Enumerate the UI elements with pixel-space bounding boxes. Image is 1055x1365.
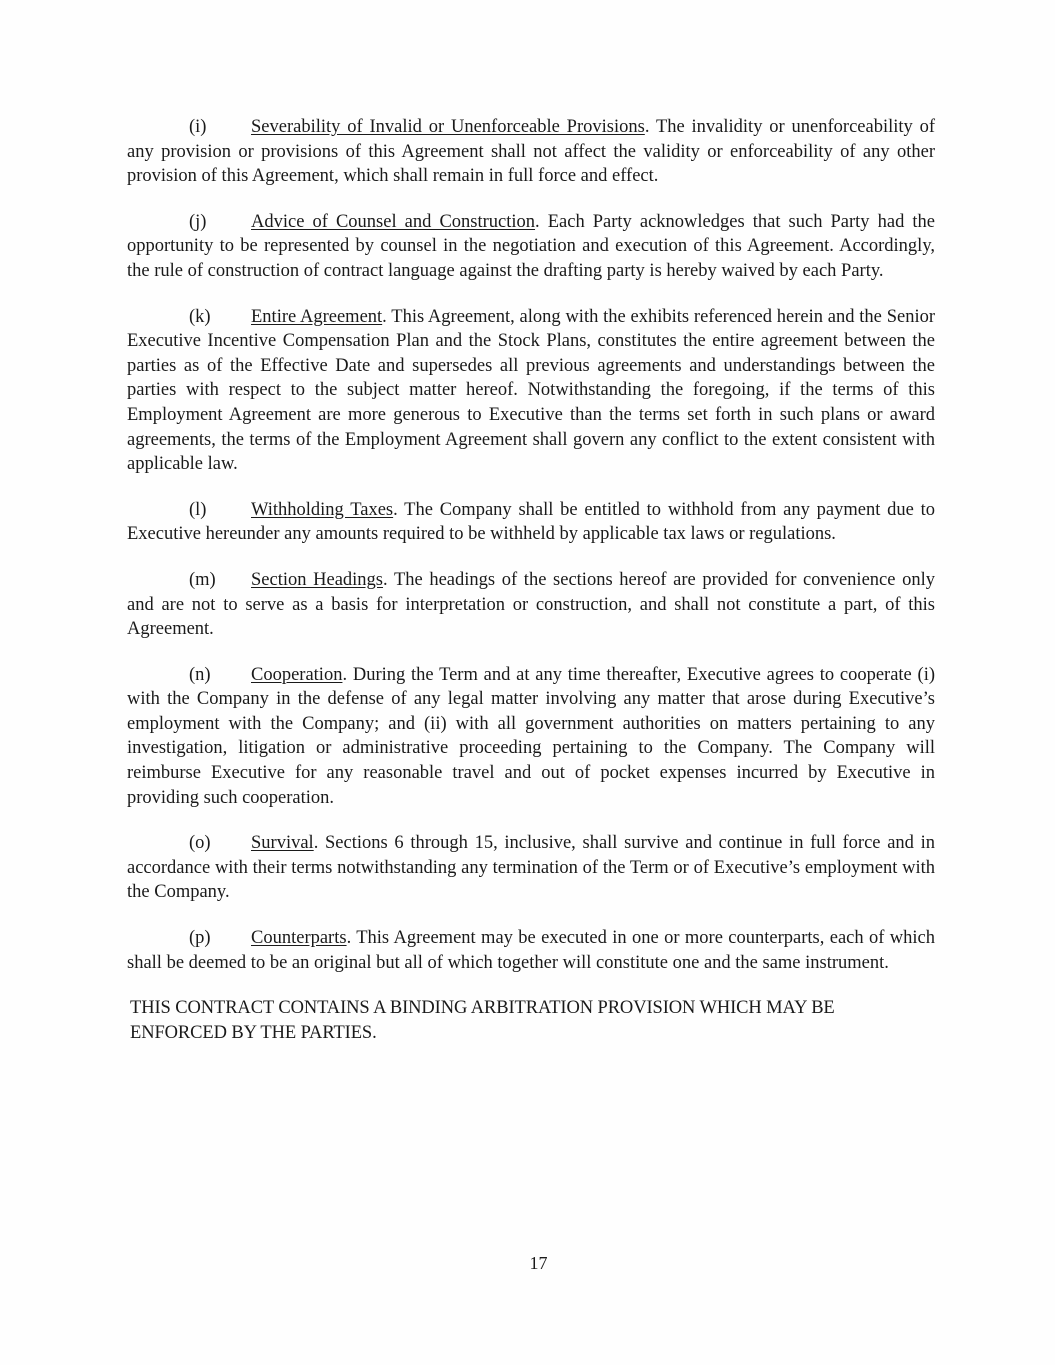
paragraph-heading: Entire Agreement xyxy=(251,306,383,327)
paragraph-text: . This Agreement may be executed in one or more counterparts, each of which shall be deemed to be an original but all of which together will constitute one and the same instrument. xyxy=(127,928,935,973)
paragraph-heading: Counterparts xyxy=(251,928,347,949)
paragraph-n xyxy=(127,663,935,811)
paragraph-l xyxy=(127,498,935,547)
paragraph-o xyxy=(127,831,935,905)
paragraph-number: (i) xyxy=(189,117,207,137)
paragraph-heading: Cooperation xyxy=(251,664,343,685)
paragraph-number: (p) xyxy=(189,928,211,949)
paragraph-m xyxy=(127,568,935,642)
paragraph-text: . This Agreement, along with the exhibits referenced herein and the Senior Executive Incentive Compensation Plan and the Stock Plans, constitutes the entire agreement between the parties as of the Effective Date and supersedes all previous agreements and understandings between the parties with respect to the subject matter hereof. Notwithstanding the foregoing, if the terms of this Employment Agreement are more generous to Executive than the terms set forth in such plans or award agreements, the terms of the Employment Agreement shall govern any conflict to the extent consistent with applicable law. xyxy=(127,306,935,475)
paragraph-heading: Withholding Taxes xyxy=(251,499,394,520)
paragraph-number: (o) xyxy=(189,833,211,854)
paragraph-number: (l) xyxy=(189,499,207,520)
paragraph-text: . The headings of the sections hereof are provided for convenience only and are not to serve as a basis for interpretation or construction, and shall not constitute a part, of this Agreement. xyxy=(127,569,935,640)
paragraph-text: . The invalidity or unenforceability of any provision or provisions of this Agreement shall not affect the validity or enforceability of any other provision of this Agreement, which shall remain in full force and effect. xyxy=(127,117,936,187)
page-number: 17 xyxy=(529,1253,548,1273)
paragraph-text: . The Company shall be entitled to withhold from any payment due to Executive hereunder any amounts required to be withheld by applicable tax laws or regulations. xyxy=(127,499,935,545)
paragraph-text: . Each Party acknowledges that such Party had the opportunity to be represented by counsel in the negotiation and execution of this Agreement. Accordingly, the rule of construction of contract language against the drafting party is hereby waived by each Party. xyxy=(127,211,935,281)
paragraph-heading: Advice of Counsel and Construction xyxy=(251,211,536,232)
paragraph-text: . During the Term and at any time thereafter, Executive agrees to cooperate (i) with the Company in the defense of any legal matter involving any matter that arose during Executive’s employment with the Company; and (ii) with all government authorities on matters pertaining to any investigation, litigation or administrative proceeding pertaining to the Company. The Company will reimburse Executive for any reasonable travel and out of pocket expenses incurred by Executive in providing such cooperation. xyxy=(127,664,935,808)
paragraph-number: (m) xyxy=(189,569,216,590)
paragraph-number: (k) xyxy=(189,306,211,327)
paragraph-number: (n) xyxy=(189,664,211,685)
paragraph-number: (j) xyxy=(189,211,207,232)
paragraph-i xyxy=(127,115,935,189)
paragraph-j xyxy=(127,210,935,284)
paragraph-p xyxy=(127,926,935,975)
paragraph-heading: Section Headings xyxy=(251,569,384,590)
document-body xyxy=(127,115,935,1046)
arbitration-notice: THIS CONTRACT CONTAINS A BINDING ARBITRATION PROVISION WHICH MAY BE ENFORCED BY THE PARTIES. xyxy=(130,998,835,1044)
paragraph-text: . Sections 6 through 15, inclusive, shall survive and continue in full force and in accordance with their terms notwithstanding any termination of the Term or of Executive’s employment with the Company. xyxy=(127,833,935,903)
paragraph-heading: Survival xyxy=(251,833,314,854)
paragraph-k xyxy=(127,305,935,477)
paragraph-heading: Severability of Invalid or Unenforceable Provisions xyxy=(251,117,645,137)
